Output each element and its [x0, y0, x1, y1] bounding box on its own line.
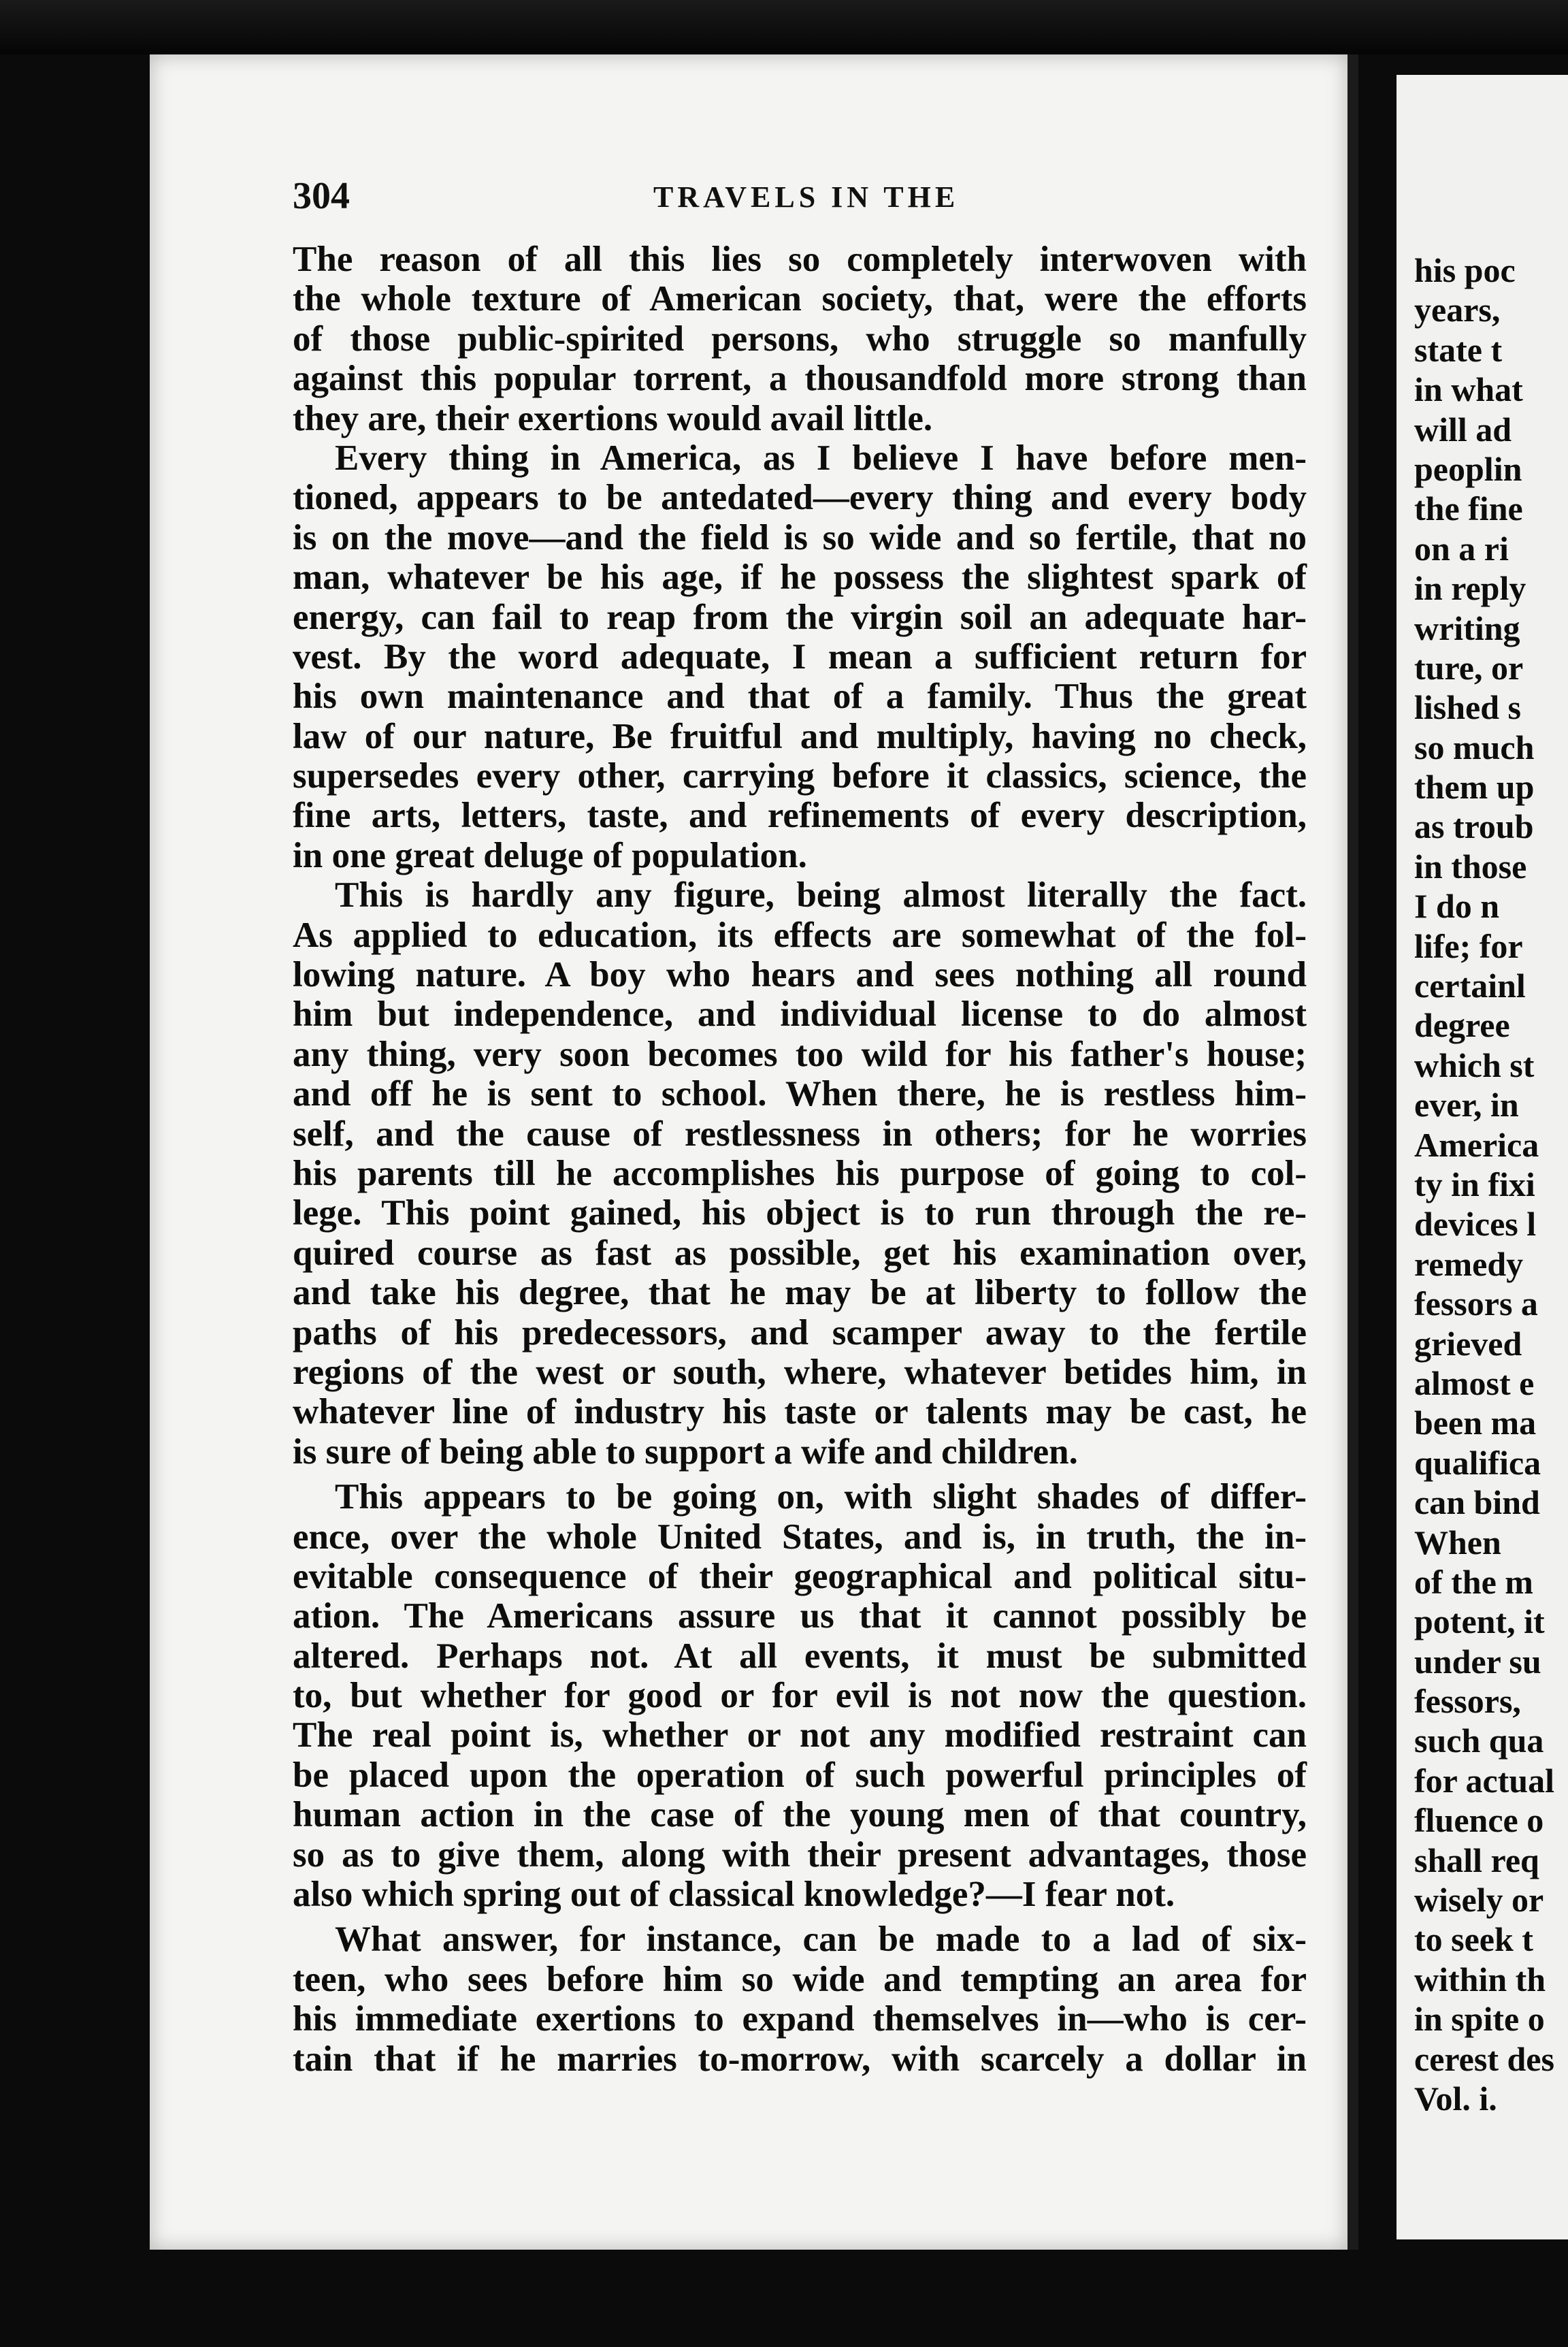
text-line: This is hardly any figure, being almost literally the fact. [335, 875, 1307, 916]
right-page-line: grieved [1414, 1324, 1522, 1363]
right-page-line: years, [1414, 291, 1501, 329]
text-line: evitable consequence of their geographical and political situ- [293, 1556, 1307, 1596]
right-page-line: of the m [1414, 1562, 1533, 1601]
text-line: quired course as fast as possible, get his examination over, [293, 1233, 1307, 1273]
right-page-line: devices l [1414, 1205, 1537, 1244]
text-line: so as to give them, along with their present advantages, those [293, 1834, 1307, 1875]
right-page-line: under su [1414, 1642, 1541, 1681]
scan-background [0, 0, 1568, 54]
text-line: and off he is sent to school. When there, he is restless him- [293, 1074, 1307, 1114]
text-line: altered. Perhaps not. At all events, it must be submitted [293, 1636, 1307, 1676]
text-line: What answer, for instance, can be made to a lad of six- [335, 1920, 1307, 1960]
text-line: vest. By the word adequate, I mean a sufficient return for [293, 636, 1307, 677]
right-page-line: in reply [1414, 569, 1526, 608]
right-page-line: writing [1414, 609, 1520, 647]
paragraph [293, 1477, 1307, 1914]
text-line: his parents till he accomplishes his purpose of going to col- [293, 1153, 1307, 1193]
text-line: law of our nature, Be fruitful and multiply, having no check, [293, 716, 1307, 756]
text-line: lowing nature. A boy who hears and sees nothing all round [293, 955, 1307, 995]
right-page-line: fessors, [1414, 1682, 1521, 1721]
text-line: his immediate exertions to expand themselves in—who is cer- [293, 1999, 1307, 2039]
text-line: tain that if he marries to-morrow, with scarcely a dollar in [293, 2039, 1307, 2079]
right-page-line: state t [1414, 330, 1503, 369]
right-page-line: cerest des [1414, 2039, 1554, 2078]
text-line: human action in the case of the young men of that country, [293, 1795, 1307, 1835]
right-page-line: qualifica [1414, 1443, 1541, 1482]
text-line: to, but whether for good or for evil is not now the question. [293, 1676, 1307, 1716]
right-page-line: Vol. i. [1414, 2079, 1497, 2118]
text-line: whatever line of industry his taste or talents may be cast, he [293, 1392, 1307, 1432]
right-page-line: for actual [1414, 1761, 1554, 1800]
right-page-line: When [1414, 1523, 1501, 1561]
right-page-line: to seek t [1414, 1920, 1533, 1959]
text-line: is sure of being able to support a wife and children. [293, 1431, 1078, 1472]
text-line: self, and the cause of restlessness in others; for he worries [293, 1114, 1307, 1154]
right-page-line: fluence o [1414, 1801, 1544, 1840]
right-page-line: ty in fixi [1414, 1165, 1535, 1203]
text-line: be placed upon the operation of such powerful principles of [293, 1755, 1307, 1795]
text-line: The real point is, whether or not any modified restraint can [293, 1715, 1307, 1755]
right-page-line: certainl [1414, 967, 1526, 1005]
text-line: man, whatever be his age, if he possess the slightest spark of [293, 557, 1307, 598]
text-line: and take his degree, that he may be at liberty to follow the [293, 1273, 1307, 1313]
right-page-line: life; for [1414, 926, 1523, 965]
right-page-line: America [1414, 1125, 1539, 1164]
right-page-line: his poc [1414, 251, 1516, 289]
paragraph [293, 1920, 1307, 2079]
text-line: any thing, very soon becomes too wild for his father's house; [293, 1034, 1307, 1074]
paragraph [293, 875, 1307, 1472]
right-page-line: I do n [1414, 887, 1500, 926]
text-line: against this popular torrent, a thousandfold more strong than [293, 359, 1307, 399]
text-line: the whole texture of American society, that, were the efforts [293, 279, 1307, 319]
right-page-line: remedy [1414, 1244, 1524, 1283]
right-page-line: can bind [1414, 1483, 1540, 1522]
text-line: ence, over the whole United States, and is, in truth, the in- [293, 1517, 1307, 1557]
right-page-line: on a ri [1414, 529, 1509, 568]
text-line: in one great deluge of population. [293, 835, 807, 875]
right-page-line: potent, it [1414, 1602, 1545, 1641]
right-page-line: will ad [1414, 410, 1512, 449]
paragraph [293, 240, 1307, 438]
right-page-line: ever, in [1414, 1086, 1519, 1124]
text-line: tioned, appears to be antedated—every thing and every body [293, 478, 1307, 518]
right-page-line: shall req [1414, 1841, 1539, 1879]
page-header [293, 174, 1327, 222]
text-line: This appears to be going on, with slight shades of differ- [335, 1477, 1307, 1517]
body-text [293, 240, 1307, 2079]
right-page-line: as troub [1414, 807, 1534, 846]
text-line: teen, who sees before him so wide and tempting an area for [293, 1959, 1307, 1999]
page-number: 304 [293, 175, 350, 217]
right-page-line: fessors a [1414, 1284, 1538, 1323]
right-page-line: in spite o [1414, 2000, 1545, 2039]
right-page-line: degree [1414, 1006, 1510, 1045]
paragraph-gap [293, 1472, 1307, 1477]
text-line: paths of his predecessors, and scamper away to the fertile [293, 1312, 1307, 1353]
text-line: As applied to education, its effects are somewhat of the fol- [293, 915, 1307, 955]
running-head: TRAVELS IN THE [653, 180, 960, 214]
text-line: is on the move—and the field is so wide and so fertile, that no [293, 517, 1307, 557]
right-page-text [1414, 250, 1568, 2118]
right-page-line: so much [1414, 728, 1535, 766]
text-line: energy, can fail to reap from the virgin soil an adequate har- [293, 597, 1307, 637]
right-page-line: the fine [1414, 489, 1523, 528]
right-page-line: ture, or [1414, 648, 1524, 687]
text-line: regions of the west or south, where, whatever betides him, in [293, 1352, 1307, 1392]
text-line: his own maintenance and that of a family. Thus the great [293, 677, 1307, 717]
right-page-line: which st [1414, 1046, 1535, 1084]
text-line: ation. The Americans assure us that it cannot possibly be [293, 1596, 1307, 1636]
text-line: fine arts, letters, taste, and refinements of every description, [293, 796, 1307, 836]
right-page-line: almost e [1414, 1363, 1535, 1402]
right-page-line: been ma [1414, 1404, 1537, 1442]
text-line: him but independence, and individual license to do almost [293, 994, 1307, 1035]
text-line: lege. This point gained, his object is to run through the re- [293, 1193, 1307, 1233]
right-page-line: in what [1414, 370, 1523, 409]
text-line: The reason of all this lies so completely interwoven with [293, 240, 1307, 279]
text-line: they are, their exertions would avail little. [293, 398, 933, 438]
right-page-line: in those [1414, 847, 1527, 886]
right-page-line: wisely or [1414, 1881, 1544, 1920]
page-gutter [1348, 54, 1358, 2250]
paragraph-gap [293, 1914, 1307, 1920]
text-line: also which spring out of classical knowledge?—I fear not. [293, 1875, 1175, 1915]
text-line: Every thing in America, as I believe I have before men- [335, 438, 1307, 478]
right-page-line: peoplin [1414, 449, 1522, 488]
right-page-line: within th [1414, 1960, 1546, 1998]
right-page-line: lished s [1414, 688, 1522, 727]
right-page-line: such qua [1414, 1721, 1544, 1760]
paragraph [293, 438, 1307, 875]
text-line: supersedes every other, carrying before it classics, science, the [293, 756, 1307, 796]
right-page-line: them up [1414, 768, 1535, 807]
text-line: of those public-spirited persons, who struggle so manfully [293, 319, 1307, 359]
